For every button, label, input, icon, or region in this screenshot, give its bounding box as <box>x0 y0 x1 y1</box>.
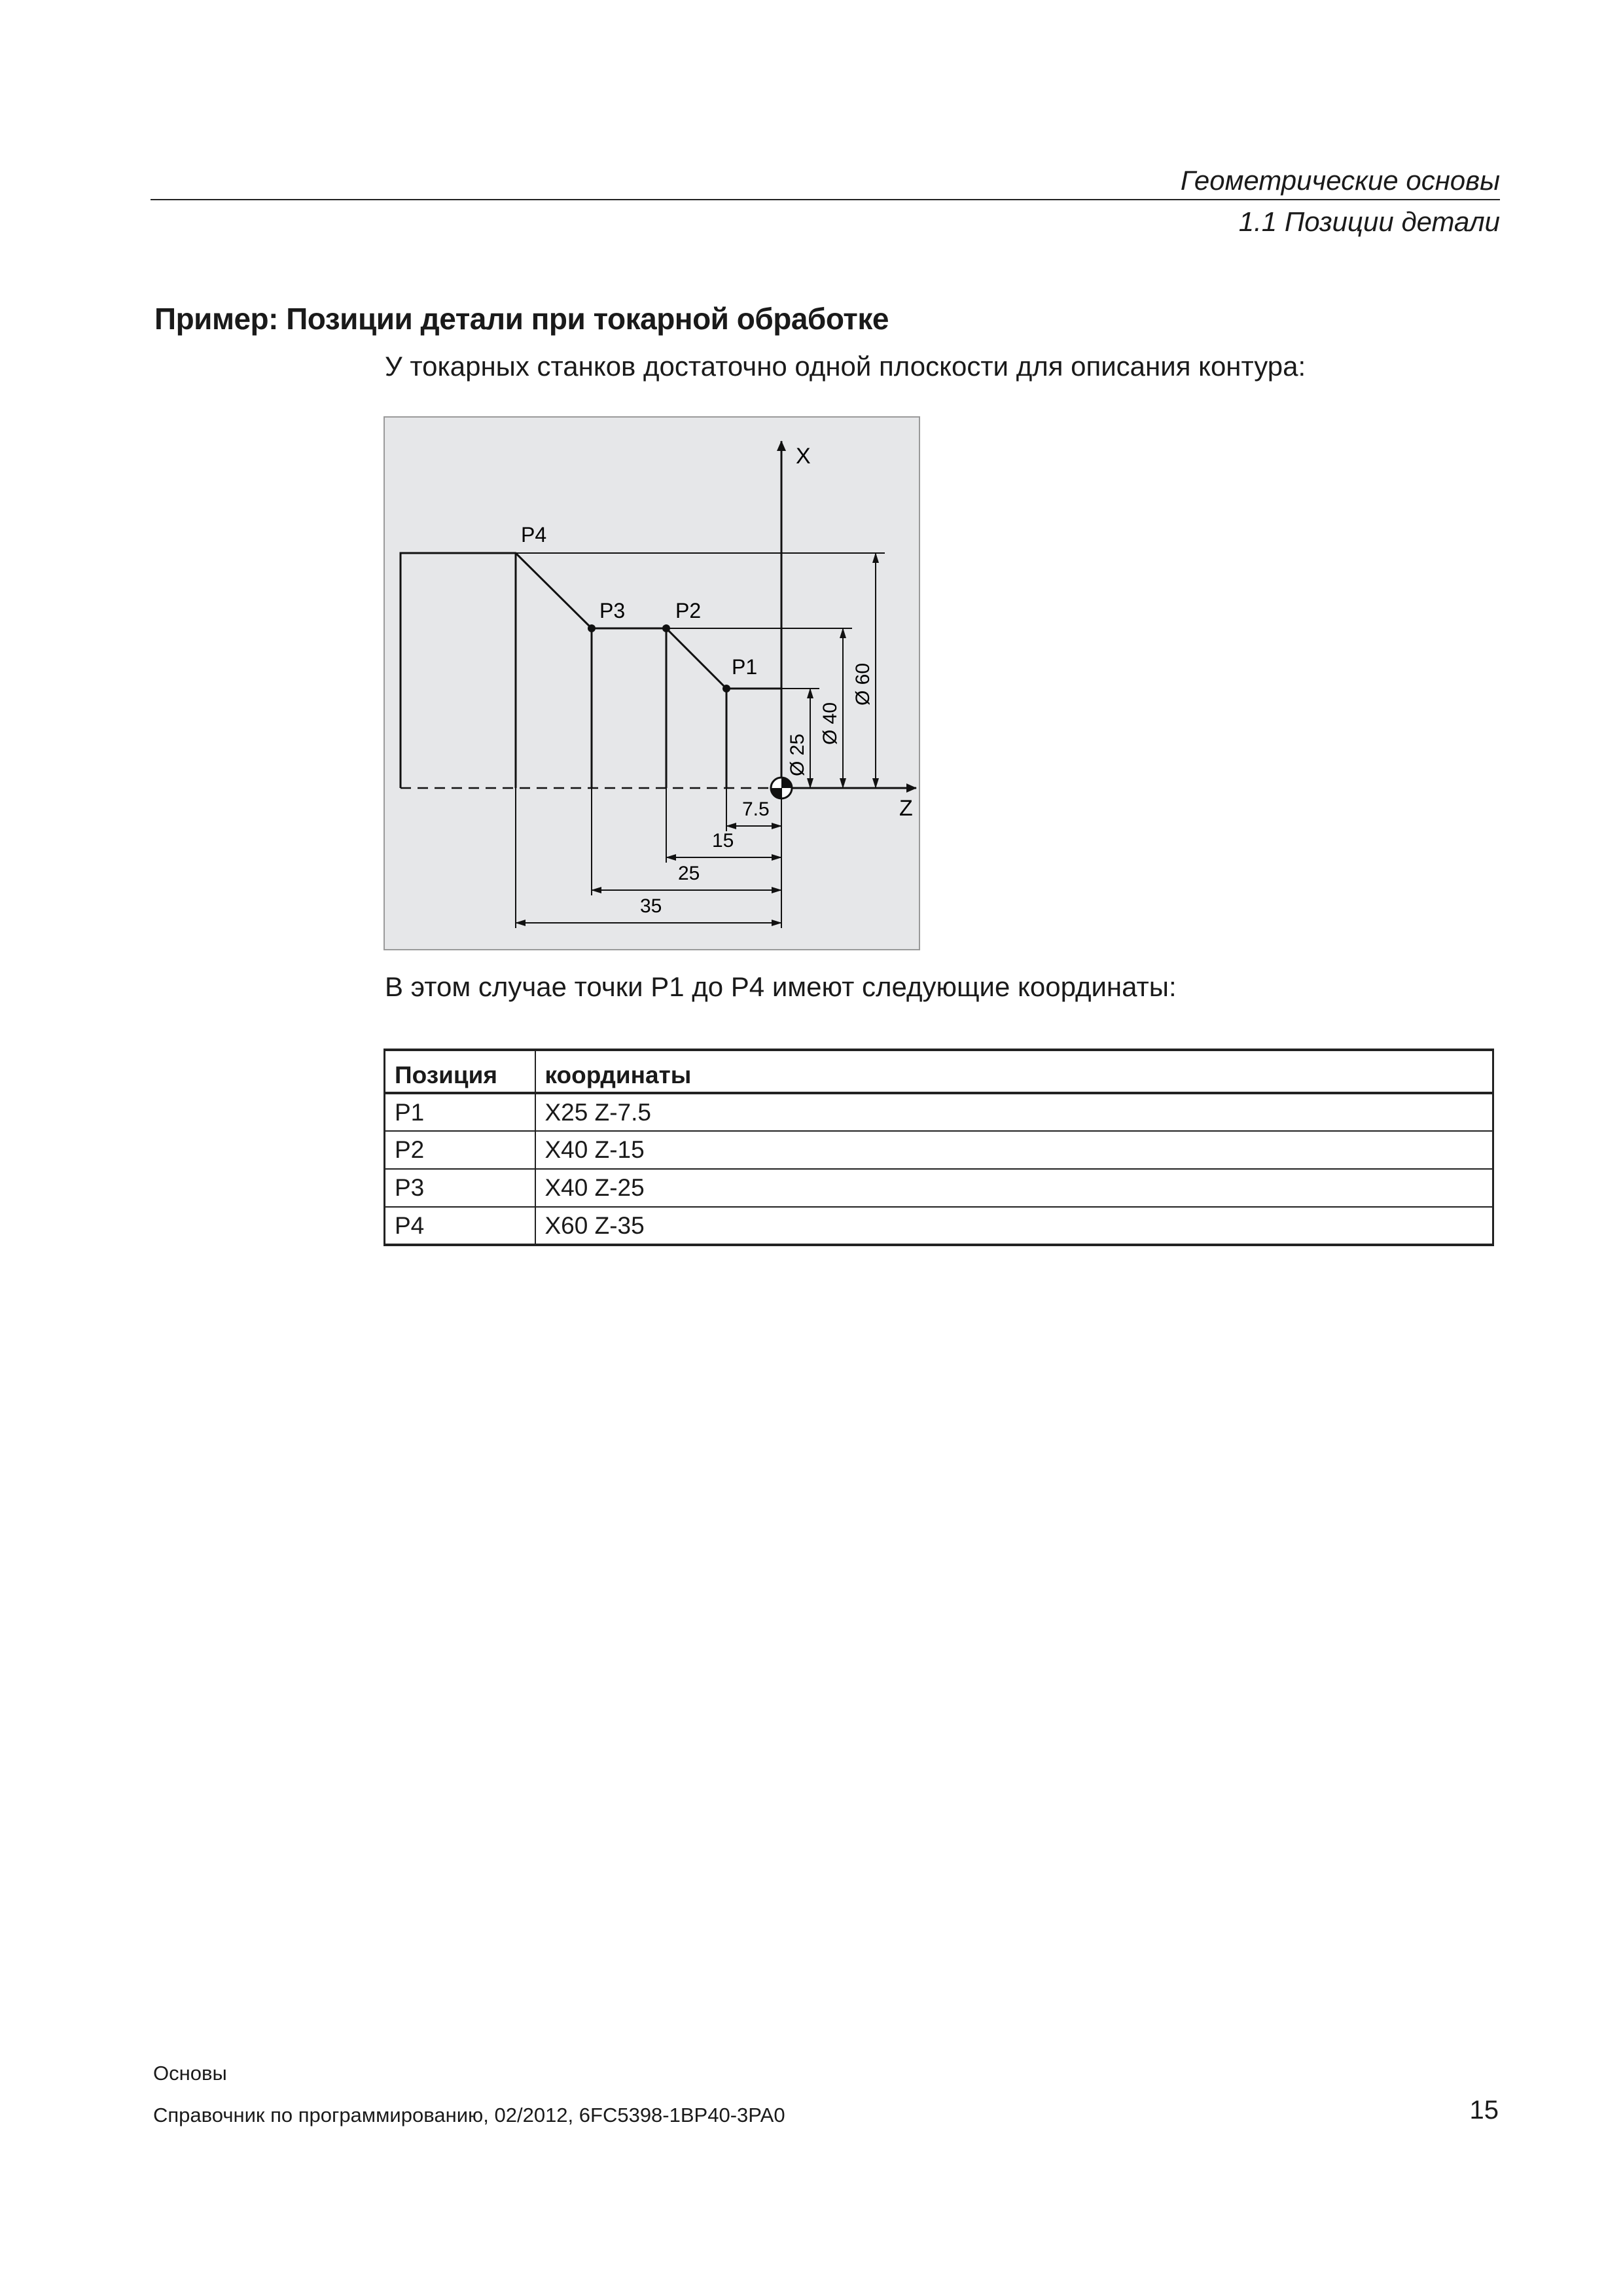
dim-label-d25: Ø 25 <box>787 733 808 776</box>
cell-position: P1 <box>385 1093 535 1131</box>
footer-reference: Справочник по программированию, 02/2012, 6FC5398-1BP40-3PA0 <box>153 2104 785 2126</box>
coordinates-table <box>383 1049 1494 1246</box>
point-p2-label: P2 <box>675 599 702 622</box>
point-p1-label: P1 <box>732 655 758 679</box>
axis-x-label: X <box>796 444 811 469</box>
part-outline <box>401 553 781 788</box>
table-row <box>385 1131 1493 1169</box>
axis-z-label: Z <box>899 796 913 821</box>
cell-coordinates: X60 Z-35 <box>535 1207 1493 1245</box>
header-divider <box>151 199 1500 200</box>
cell-position: P2 <box>385 1131 535 1169</box>
dim-label-d40: Ø 40 <box>819 702 841 745</box>
footer-title: Основы <box>153 2062 227 2085</box>
dim-label-15: 15 <box>712 830 734 852</box>
cell-position: P4 <box>385 1207 535 1245</box>
header-section: 1.1 Позиции детали <box>1238 206 1500 237</box>
table-row <box>385 1169 1493 1207</box>
dim-label-d60: Ø 60 <box>852 662 874 706</box>
page-number: 15 <box>1469 2096 1499 2125</box>
contour-drawing <box>385 418 921 952</box>
table-row <box>385 1207 1493 1245</box>
column-header-position: Позиция <box>385 1050 535 1093</box>
dim-label-7-5: 7.5 <box>742 798 770 820</box>
point-p3-marker <box>588 624 596 632</box>
dim-label-35: 35 <box>640 895 662 917</box>
dim-label-25: 25 <box>678 863 700 884</box>
cell-coordinates: X40 Z-15 <box>535 1131 1493 1169</box>
cell-coordinates: X40 Z-25 <box>535 1169 1493 1207</box>
cell-coordinates: X25 Z-7.5 <box>535 1093 1493 1131</box>
table-row <box>385 1093 1493 1131</box>
cell-position: P3 <box>385 1169 535 1207</box>
column-header-coordinates: координаты <box>535 1050 1493 1093</box>
lathe-contour-figure <box>383 416 920 950</box>
coordinates-intro: В этом случае точки P1 до P4 имеют следующие координаты: <box>385 971 1177 1002</box>
header-chapter: Геометрические основы <box>1180 165 1500 196</box>
point-p3-label: P3 <box>599 599 626 622</box>
intro-paragraph: У токарных станков достаточно одной плоскости для описания контура: <box>385 351 1306 382</box>
point-p4-label: P4 <box>521 523 547 547</box>
section-title: Пример: Позиции детали при токарной обработке <box>154 302 889 336</box>
table-header-row <box>385 1050 1493 1093</box>
